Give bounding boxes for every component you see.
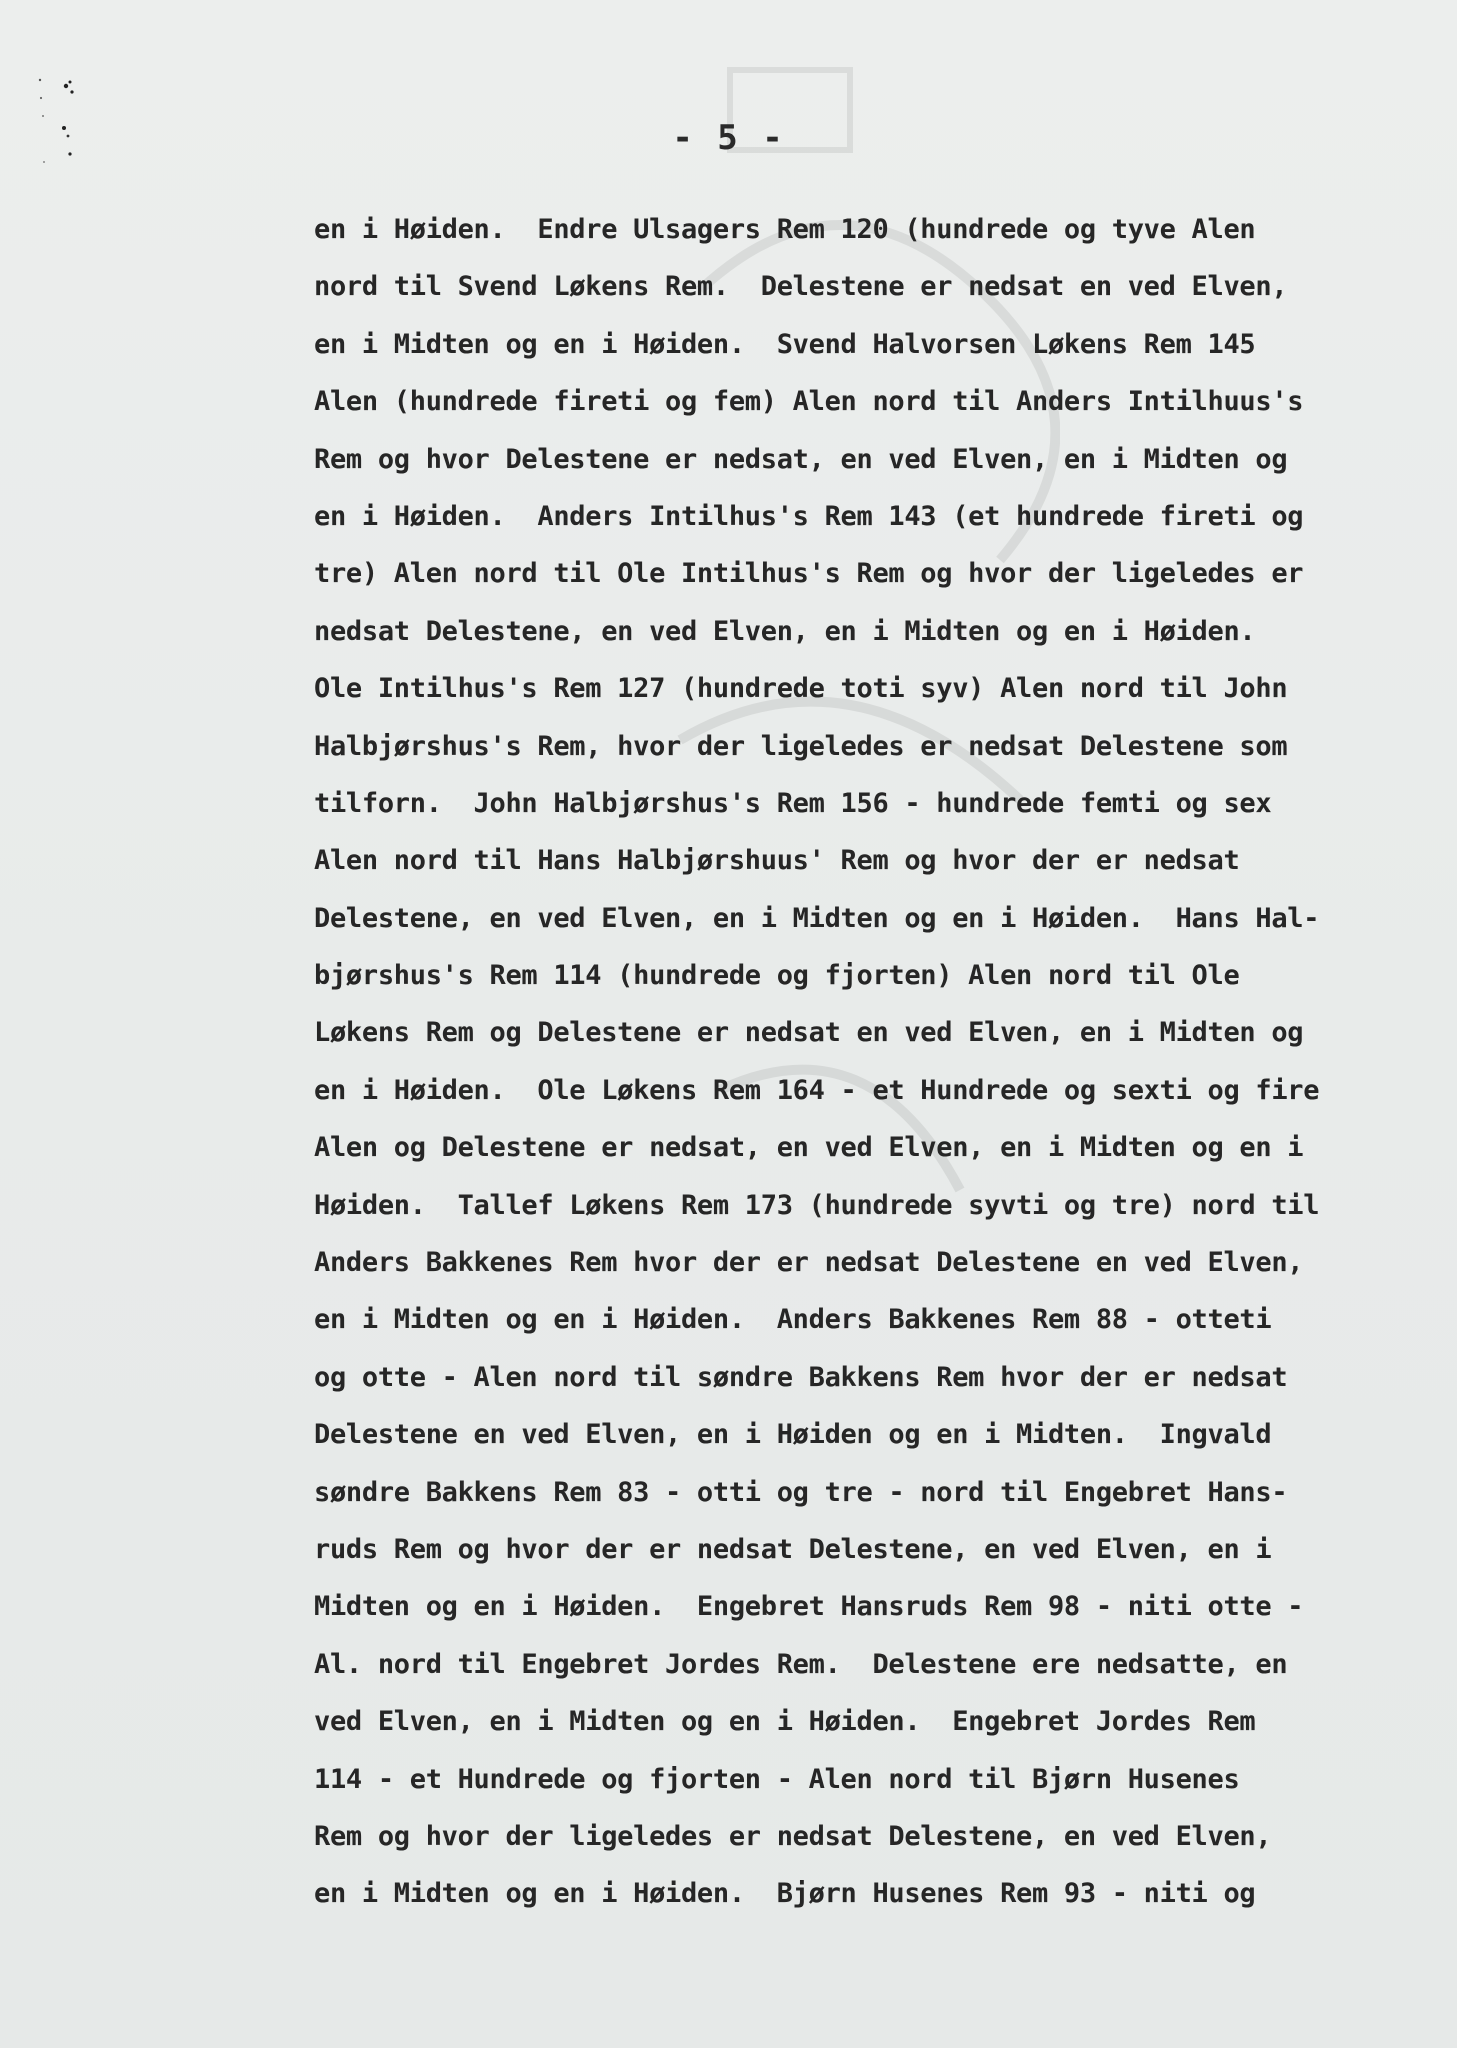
text-line: Delestene, en ved Elven, en i Midten og en i Høiden. Hans Hal-	[314, 902, 1320, 934]
text-line: tre) Alen nord til Ole Intilhus's Rem og hvor der ligeledes er	[314, 558, 1304, 590]
text-line: Rem og hvor der ligeledes er nedsat Delestene, en ved Elven,	[314, 1820, 1272, 1852]
text-line: søndre Bakkens Rem 83 - otti og tre - nord til Engebret Hans-	[314, 1476, 1288, 1508]
text-line: Løkens Rem og Delestene er nedsat en ved Elven, en i Midten og	[314, 1017, 1304, 1049]
text-line: nedsat Delestene, en ved Elven, en i Midten og en i Høiden.	[314, 615, 1256, 647]
text-line: en i Høiden. Endre Ulsagers Rem 120 (hundrede og tyve Alen	[314, 214, 1256, 245]
text-line: Anders Bakkenes Rem hvor der er nedsat Delestene en ved Elven,	[314, 1247, 1304, 1279]
text-line: Alen nord til Hans Halbjørshuus' Rem og hvor der er nedsat	[314, 845, 1240, 877]
body-text	[314, 201, 1434, 1923]
text-line: Delestene en ved Elven, en i Høiden og en i Midten. Ingvald	[314, 1419, 1272, 1451]
text-line: Høiden. Tallef Løkens Rem 173 (hundrede syvti og tre) nord til	[314, 1189, 1320, 1221]
text-line: en i Midten og en i Høiden. Bjørn Husenes Rem 93 - niti og	[314, 1878, 1256, 1910]
text-line: Alen (hundrede fireti og fem) Alen nord til Anders Intilhuus's	[314, 386, 1304, 418]
text-line: ved Elven, en i Midten og en i Høiden. Engebret Jordes Rem	[314, 1706, 1256, 1738]
text-line: 114 - et Hundrede og fjorten - Alen nord til Bjørn Husenes	[314, 1763, 1240, 1795]
text-line: Alen og Delestene er nedsat, en ved Elven, en i Midten og en i	[314, 1132, 1304, 1164]
text-line: Ole Intilhus's Rem 127 (hundrede toti syv) Alen nord til John	[314, 673, 1288, 705]
text-line: Halbjørshus's Rem, hvor der ligeledes er nedsat Delestene som	[314, 730, 1288, 762]
text-line: nord til Svend Løkens Rem. Delestene er nedsat en ved Elven,	[314, 271, 1288, 303]
text-line: Al. nord til Engebret Jordes Rem. Delestene ere nedsatte, en	[314, 1648, 1288, 1680]
text-line: og otte - Alen nord til søndre Bakkens Rem hvor der er nedsat	[314, 1361, 1288, 1393]
page-number: - 5 -	[672, 118, 785, 158]
text-line: Midten og en i Høiden. Engebret Hansruds Rem 98 - niti otte -	[314, 1591, 1304, 1623]
text-line: bjørshus's Rem 114 (hundrede og fjorten) Alen nord til Ole	[314, 960, 1240, 992]
text-line: en i Midten og en i Høiden. Anders Bakkenes Rem 88 - otteti	[314, 1304, 1272, 1336]
text-line: tilforn. John Halbjørshus's Rem 156 - hundrede femti og sex	[314, 787, 1272, 819]
text-line: en i Høiden. Ole Løkens Rem 164 - et Hundrede og sexti og fire	[314, 1074, 1320, 1106]
text-line: en i Høiden. Anders Intilhus's Rem 143 (et hundrede fireti og	[314, 500, 1304, 532]
text-line: ruds Rem og hvor der er nedsat Delestene, en ved Elven, en i	[314, 1533, 1272, 1565]
text-line: Rem og hvor Delestene er nedsat, en ved Elven, en i Midten og	[314, 443, 1288, 475]
text-line: en i Midten og en i Høiden. Svend Halvorsen Løkens Rem 145	[314, 328, 1256, 360]
